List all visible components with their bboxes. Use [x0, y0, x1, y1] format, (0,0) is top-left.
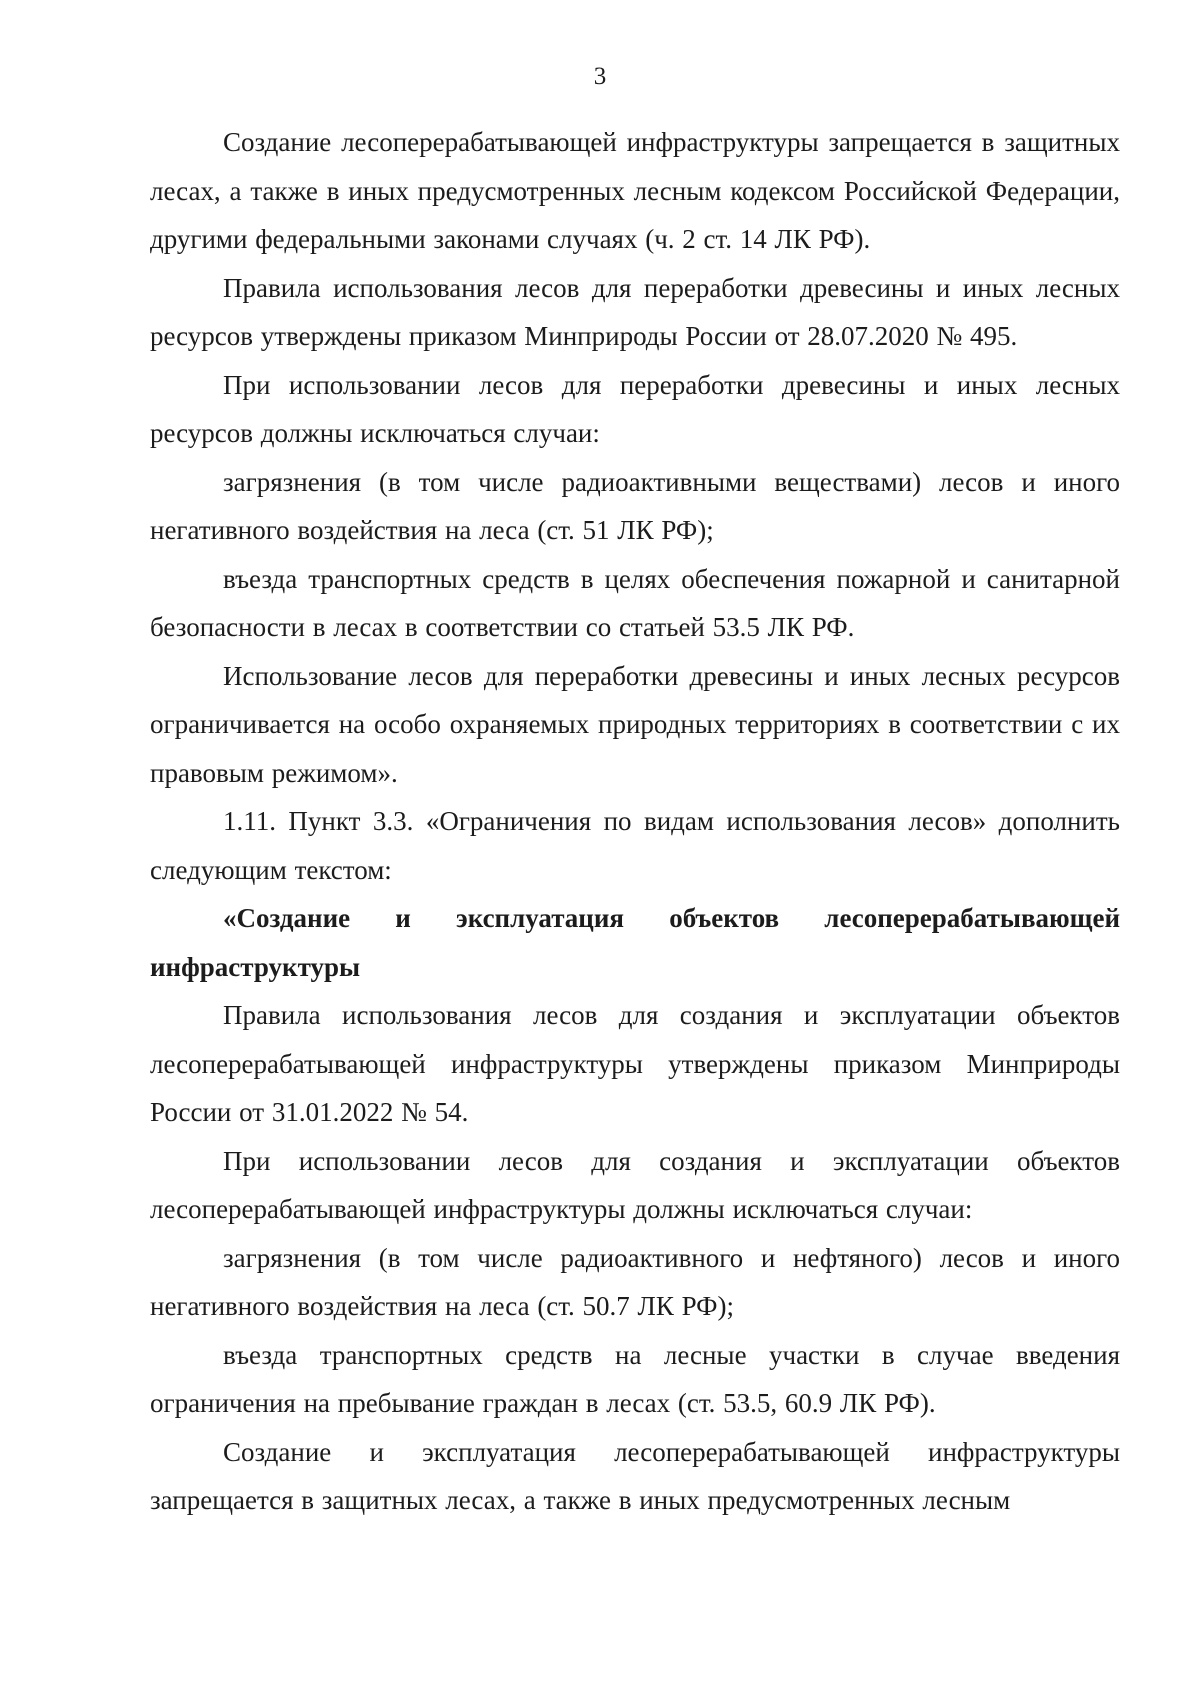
page-number: 3 [593, 63, 607, 90]
paragraph-10: При использовании лесов для создания и эксплуатации объектов лесоперерабатывающей инфраструктуры должны исключаться случаи: [150, 1145, 1120, 1224]
paragraph-3: При использовании лесов для переработки древесины и иных лесных ресурсов должны исключаться случаи: [150, 369, 1120, 448]
paragraph-2: Правила использования лесов для переработки древесины и иных лесных ресурсов утверждены приказом Минприроды России от 28.07.2020 № 495. [150, 272, 1120, 351]
document-body [150, 118, 1120, 1525]
paragraph-12: въезда транспортных средств на лесные участки в случае введения ограничения на пребывание граждан в лесах (ст. 53.5, 60.9 ЛК РФ). [150, 1339, 1120, 1418]
paragraph-9: Правила использования лесов для создания и эксплуатации объектов лесоперерабатывающей инфраструктуры утверждены приказом Минприроды России от 31.01.2022 № 54. [150, 1000, 1120, 1127]
paragraph-7: 1.11. Пункт 3.3. «Ограничения по видам использования лесов» дополнить следующим текстом: [150, 806, 1120, 885]
paragraph-6: Использование лесов для переработки древесины и иных лесных ресурсов ограничивается на особо охраняемых природных территориях в соответствии с их правовым режимом». [150, 660, 1120, 788]
paragraph-5: въезда транспортных средств в целях обеспечения пожарной и санитарной безопасности в лесах в соответствии со статьей 53.5 ЛК РФ. [150, 563, 1120, 642]
paragraph-13: Создание и эксплуатация лесоперерабатывающей инфраструктуры запрещается в защитных лесах, а также в иных предусмотренных лесным [150, 1436, 1120, 1515]
section-heading: «Создание и эксплуатация объектов лесоперерабатывающей инфраструктуры [150, 903, 1120, 982]
paragraph-4: загрязнения (в том числе радиоактивными веществами) лесов и иного негативного воздействия на леса (ст. 51 ЛК РФ); [150, 466, 1120, 545]
paragraph-11: загрязнения (в том числе радиоактивного и нефтяного) лесов и иного негативного воздействия на леса (ст. 50.7 ЛК РФ); [150, 1242, 1120, 1321]
paragraph-1: Создание лесоперерабатывающей инфраструктуры запрещается в защитных лесах, а также в иных предусмотренных лесным кодексом Российской Федерации, другими федеральными законами случаях (ч. 2 ст. 14 ЛК РФ). [150, 127, 1120, 254]
